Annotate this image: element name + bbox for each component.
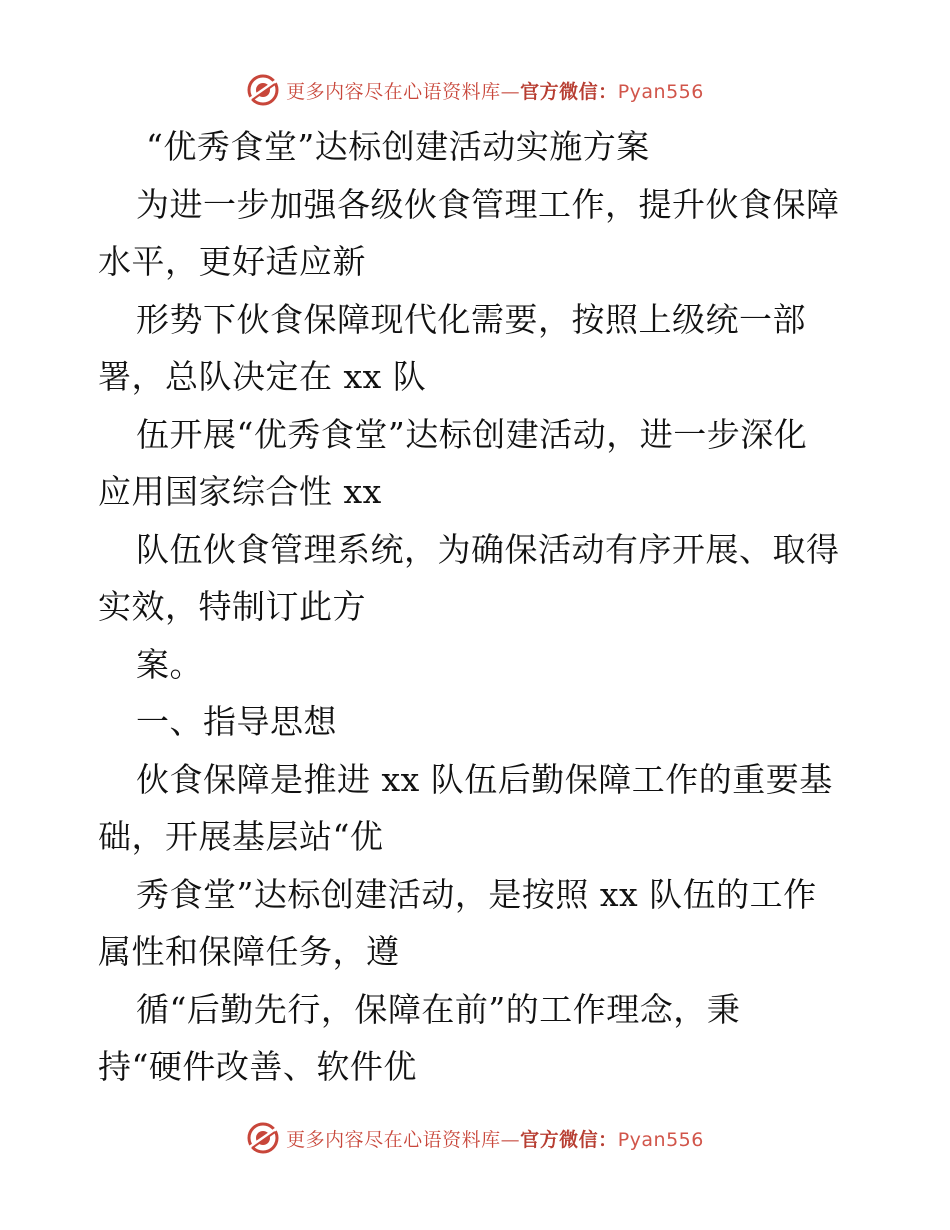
paragraph-line: 水平，更好适应新 [98, 242, 366, 281]
paragraph-line: 应用国家综合性 xx [98, 472, 382, 511]
footer-banner [0, 1118, 950, 1158]
paragraph-line: 秀食堂”达标创建活动，是按照 xx 队伍的工作 [136, 874, 817, 914]
paragraph-line: 持“硬件改善、软件优 [98, 1047, 417, 1086]
header-banner-main: 更多内容尽在心语资料库 [286, 80, 501, 103]
document-body [98, 118, 858, 1096]
document-title: “优秀食堂”达标创建活动实施方案 [146, 127, 650, 166]
paragraph-line: 署，总队决定在 xx 队 [98, 357, 427, 396]
brand-logo-icon [246, 1121, 280, 1155]
header-banner-dash: — [500, 80, 521, 103]
paragraph-line: 形势下伙食保障现代化需要，按照上级统一部 [136, 299, 806, 339]
paragraph-line: 实效，特制订此方 [98, 587, 366, 626]
paragraph-line: 础，开展基层站“优 [98, 817, 384, 856]
brand-logo-icon [246, 73, 280, 107]
header-banner-text [286, 77, 704, 104]
footer-banner-text [286, 1125, 704, 1152]
footer-wechat-label: 官方微信： [520, 1128, 618, 1151]
footer-banner-main: 更多内容尽在心语资料库 [286, 1128, 501, 1151]
paragraph-line: 伍开展“优秀食堂”达标创建活动，进一步深化 [136, 414, 808, 454]
footer-wechat-id: Pyan556 [617, 1128, 704, 1151]
footer-banner-dash: — [500, 1128, 521, 1151]
paragraph-line: 为进一步加强各级伙食管理工作，提升伙食保障 [136, 184, 840, 224]
paragraph-line: 案。 [136, 644, 203, 684]
header-wechat-id: Pyan556 [617, 80, 704, 103]
paragraph-line: 队伍伙食管理系统，为确保活动有序开展、取得 [136, 529, 840, 569]
header-wechat-label: 官方微信： [520, 80, 618, 103]
header-banner [0, 70, 950, 110]
footer-banner-content [246, 1121, 704, 1155]
header-banner-content [246, 73, 704, 107]
paragraph-line: 属性和保障任务，遵 [98, 932, 400, 971]
section-heading: 一、指导思想 [136, 702, 337, 741]
paragraph-line: 循“后勤先行，保障在前”的工作理念，秉 [136, 989, 741, 1029]
paragraph-line: 伙食保障是推进 xx 队伍后勤保障工作的重要基 [136, 759, 833, 799]
